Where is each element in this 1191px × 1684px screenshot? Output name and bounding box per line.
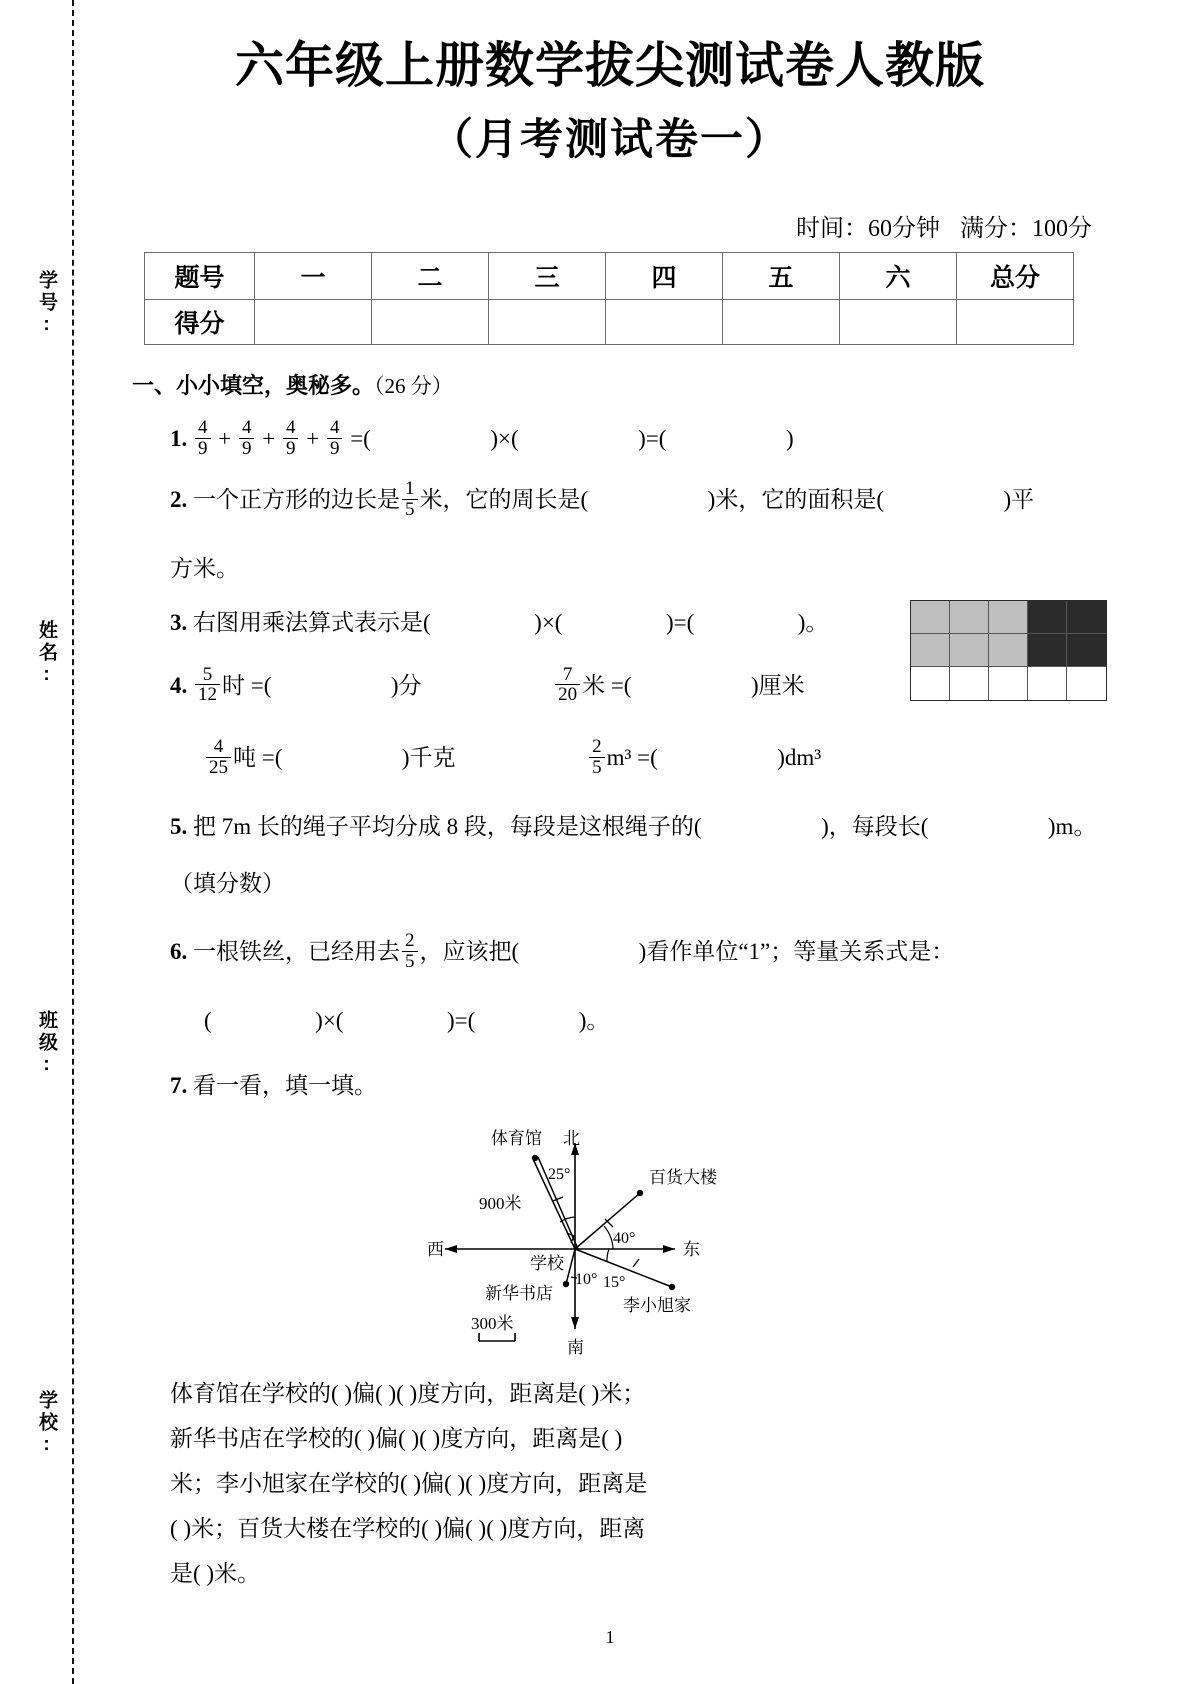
section-points: （26 分） [374, 373, 453, 398]
unit-text: )dm³ [777, 745, 822, 771]
q7-answer-line[interactable]: 是( )米。 [170, 1560, 261, 1586]
close-paren: ) [785, 425, 794, 451]
map-label-south: 南 [567, 1338, 584, 1357]
question-4 [170, 663, 1110, 781]
map-label-gym: 体育馆 [491, 1129, 542, 1149]
question-text: )看作单位“1”；等量关系式是： [638, 939, 955, 965]
score-table-col-4: 四 [606, 252, 723, 299]
question-7-answer-lines [170, 1372, 1110, 1596]
q7-answer-line[interactable]: 新华书店在学校的( )偏( )( )度方向，距离是( ) [170, 1426, 623, 1451]
question-number: 4. [170, 672, 188, 698]
question-text: 方米。 [170, 555, 239, 581]
question-text: 右图用乘法算式表示是( [193, 610, 431, 636]
sidebar-label-class: 班级: [36, 1010, 57, 1078]
map-label-home: 李小旭家 [623, 1296, 691, 1316]
question-text: )×( [534, 610, 563, 636]
table-row [145, 252, 1074, 299]
arc-home-angle [607, 1249, 609, 1262]
unit-text: m³ =( [606, 745, 658, 771]
q7-answer-line[interactable]: ( )米；百货大楼在学校的( )偏( )( )度方向，距离 [170, 1515, 646, 1541]
fraction-4-9-c: $\frac{4}{9}$ [283, 418, 299, 459]
exam-meta [110, 208, 1110, 243]
question-hint: （填分数） [170, 870, 285, 896]
paren-equals-paren: )=( [638, 425, 667, 451]
map-label-department-store: 百货大楼 [649, 1168, 717, 1188]
score-table-col-total: 总分 [957, 252, 1074, 299]
unit-text: 吨 =( [233, 745, 283, 771]
equals-open-paren: =( [350, 425, 371, 451]
question-text: 一根铁丝，已经用去 [193, 939, 400, 965]
score-table-col-3: 三 [489, 252, 606, 299]
score-cell-total[interactable] [957, 299, 1074, 344]
question-6-line2 [204, 1004, 1110, 1039]
grid-cell-shaded-light [950, 601, 989, 634]
score-table-col-1: 一 [255, 252, 372, 299]
operator-plus-1: + [218, 425, 232, 451]
grid-cell-shaded-light [989, 601, 1028, 634]
sidebar-label-student-id: 学号: [36, 270, 57, 338]
grid-cell-shaded-dark [1028, 634, 1067, 667]
unit-text: 时 =( [222, 672, 272, 698]
page-title: 六年级上册数学拔尖测试卷人教版 [234, 39, 985, 93]
fraction-4-9-a: $\frac{4}{9}$ [195, 418, 211, 459]
question-number: 6. [170, 939, 188, 965]
question-number: 3. [170, 610, 188, 636]
question-2 [170, 477, 1110, 586]
map-angle-gym: 25° [548, 1166, 571, 1184]
fraction-4-9-b: $\frac{4}{9}$ [239, 418, 255, 459]
question-number: 1. [170, 425, 188, 451]
point-bookstore [563, 1281, 569, 1287]
unit-text: )千克 [401, 745, 456, 771]
tick-home-ray [633, 1259, 639, 1267]
paren-times-paren: )×( [490, 425, 519, 451]
east-arrow-icon [663, 1245, 675, 1253]
grid-cell-shaded-dark [1028, 601, 1067, 634]
question-text: 看一看，填一填。 [193, 1072, 377, 1098]
grid-cell-shaded-light [989, 634, 1028, 667]
map-label-school: 学校 [530, 1254, 564, 1274]
fraction-4-25: $\frac{4}{25}$ [206, 737, 231, 778]
ray-to-bookstore [566, 1249, 575, 1284]
question-number: 2. [170, 486, 188, 512]
score-table-header-cell-points: 得分 [145, 299, 255, 344]
south-arrow-icon [571, 1317, 579, 1329]
unit-text: )厘米 [750, 672, 805, 698]
question-text: ，应该把( [419, 939, 520, 965]
open-paren: ( [204, 1008, 212, 1034]
question-3 [170, 606, 1110, 641]
q7-answer-line[interactable]: 体育馆在学校的( )偏( )( )度方向，距离是( )米； [170, 1381, 646, 1407]
map-angle-bookstore: 10° [575, 1271, 598, 1289]
grid-cell-shaded-light [911, 634, 950, 667]
fraction-5-12: $\frac{5}{12}$ [195, 665, 220, 706]
question-text: )平 [1003, 486, 1035, 512]
close-paren: )。 [578, 1008, 610, 1034]
sidebar-label-school: 学校: [36, 1390, 57, 1458]
question-1 [170, 416, 1110, 461]
map-label-bookstore: 新华书店 [485, 1284, 553, 1304]
question-5-line1 [170, 810, 1110, 845]
sidebar-label-name: 姓名: [36, 620, 57, 688]
score-table-col-6: 六 [840, 252, 957, 299]
grid-cell-shaded-light [911, 601, 950, 634]
question-text: )=( [665, 610, 695, 636]
score-cell-5[interactable] [723, 299, 840, 344]
question-number: 7. [170, 1072, 188, 1098]
scale-bar [479, 1333, 515, 1341]
grid-cell-shaded-light [950, 634, 989, 667]
unit-text: 米 =( [582, 672, 632, 698]
fraction-4-9-d: $\frac{4}{9}$ [327, 418, 343, 459]
map-label-west: 西 [427, 1240, 444, 1260]
map-scale-label: 300米 [471, 1314, 514, 1334]
map-angle-home: 15° [603, 1274, 626, 1292]
question-text: 把 7m 长的绳子平均分成 8 段，每段是这根绳子的( [193, 814, 702, 840]
map-distance-gym: 900米 [479, 1194, 522, 1214]
arc-gym-angle [560, 1217, 575, 1222]
fraction-2-5: $\frac{2}{5}$ [589, 737, 605, 778]
operator-plus-3: + [306, 425, 320, 451]
q7-answer-line[interactable]: 米；李小旭家在学校的( )偏( )( )度方向，距离是 [170, 1470, 648, 1496]
grid-cell-shaded-dark [1067, 601, 1106, 634]
unit-text: )分 [390, 672, 422, 698]
direction-map-figure [427, 1121, 757, 1356]
full-score-label: 满分：100分 [960, 215, 1092, 242]
section-heading-text: 一、小小填空，奥秘多。 [132, 372, 375, 398]
score-table-col-5: 五 [723, 252, 840, 299]
west-arrow-icon [445, 1245, 457, 1253]
score-table-header-cell: 题号 [145, 252, 255, 299]
score-table [144, 252, 1074, 345]
cut-dashed-line [72, 0, 74, 1684]
point-home [669, 1284, 675, 1290]
question-5 [170, 810, 1110, 901]
grid-cell-shaded-dark [1067, 634, 1106, 667]
question-number: 5. [170, 814, 188, 840]
fraction-2-5-b: $\frac{2}{5}$ [402, 931, 418, 972]
question-2-line2 [170, 552, 1110, 587]
score-cell-6[interactable] [840, 299, 957, 344]
paren-times-paren: )×( [315, 1008, 344, 1034]
section-heading-one [132, 369, 1110, 400]
question-text: )。 [797, 610, 829, 636]
map-label-north: 北 [563, 1129, 580, 1149]
page-number: 1 [605, 1627, 615, 1647]
point-department-store [637, 1190, 643, 1196]
operator-plus-2: + [262, 425, 276, 451]
paren-equals-paren: )=( [446, 1008, 476, 1034]
score-cell-3[interactable] [489, 299, 606, 344]
question-text: )米，它的面积是( [707, 486, 884, 512]
score-table-col-2: 二 [372, 252, 489, 299]
question-5-line2 [170, 867, 1110, 902]
map-angle-department-store: 40° [613, 1230, 636, 1248]
question-text: 一个正方形的边长是 [193, 486, 400, 512]
score-cell-2[interactable] [372, 299, 489, 344]
point-gym [532, 1155, 538, 1161]
question-text: )，每段长( [821, 814, 929, 840]
tick-gym-ray [553, 1197, 563, 1201]
question-6 [170, 930, 1110, 1038]
map-svg [427, 1121, 757, 1356]
score-cell-4[interactable] [606, 299, 723, 344]
question-7 [170, 1069, 1110, 1104]
page-subtitle: （月考测试卷一） [430, 116, 790, 165]
question-6-line1 [170, 930, 1110, 974]
score-cell-1[interactable] [255, 299, 372, 344]
question-4-line2 [204, 736, 1110, 780]
fraction-7-20: $\frac{7}{20}$ [555, 665, 580, 706]
fraction-1-5: $\frac{1}{5}$ [402, 479, 418, 520]
question-4-line1 [170, 663, 1110, 708]
time-limit-label: 时间：60分钟 [796, 215, 940, 242]
question-text: 米，它的周长是( [419, 486, 589, 512]
question-text: )m。 [1047, 814, 1097, 840]
map-label-east: 东 [683, 1240, 700, 1260]
arc-dept-angle [604, 1226, 613, 1249]
table-row [145, 299, 1074, 344]
exam-page [110, 0, 1110, 1684]
